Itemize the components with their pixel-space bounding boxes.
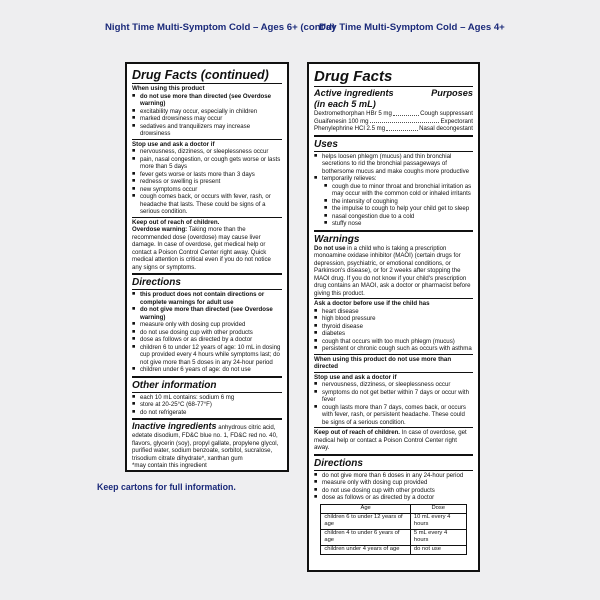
inactive-note: *may contain this ingredient (132, 462, 207, 470)
warnings-heading: Warnings (314, 233, 360, 245)
list-item: ■ children under 6 years of age: do not use (132, 366, 282, 374)
when-using-heading: When using this product (132, 85, 205, 92)
list-item: ■ pain, nasal congestion, or cough gets worse or lasts more than 5 days (132, 156, 282, 171)
list-item: ■ marked drowsiness may occur (132, 115, 282, 123)
stop-use-heading: Stop use and ask a doctor if (132, 140, 215, 148)
table-cell: do not use (410, 545, 466, 554)
table-cell: 10 mL every 4 hours (410, 513, 466, 529)
left-column-title: Night Time Multi-Symptom Cold – Ages 6+ (cont'd) (105, 22, 336, 33)
list-item: ■ dose as follows or as directed by a doctor (132, 336, 282, 344)
list-item: ■ the impulse to cough to help your child get to sleep (314, 205, 473, 213)
right-panel-heading: Drug Facts (314, 68, 393, 85)
do-not-use-warning: Do not use in a child who is taking a prescription monoamine oxidase inhibitor (MAOI) (certain drugs for depression, psychiatric, or emotional conditions, or Parkinson's disease), or for 2 weeks after stopping the MAOI drug. If you do not know if your child's prescription drug contains an MAOI, ask a doctor or pharmacist before giving this product. (314, 244, 471, 297)
ingredient-row: Guaifenesin 100 mg Expectorant (314, 117, 473, 125)
ingredient-row: Phenylephrine HCl 2.5 mg Nasal decongestant (314, 125, 473, 132)
list-item: ■ cough due to minor throat and bronchial irritation as may occur with the common cold or inhaled irritants (314, 183, 473, 198)
list-item: ■ helps loosen phlegm (mucus) and thin bronchial secretions to rid the bronchial passageways of bothersome mucus and make coughs more productive (314, 153, 473, 176)
list-item: ■ heart disease (314, 308, 473, 316)
overdose-warning: Overdose warning: Taking more than the recommended dose (overdose) may cause liver damage. In case of overdose, get medical help or contact a Poison Control Center right away. Quick medical attention is critical even if you do not notice any signs or symptoms. (132, 226, 271, 271)
table-cell: children under 4 years of age (321, 545, 411, 554)
list-item: ■ diabetes (314, 330, 473, 338)
right-column-title: Day Time Multi-Symptom Cold – Ages 4+ (319, 22, 505, 33)
table-cell: 5 mL every 4 hours (410, 529, 466, 545)
table-row (321, 513, 466, 529)
right-drug-facts-panel (307, 62, 480, 572)
list-item: ■ do not refrigerate (132, 409, 282, 417)
list-item: ■ nervousness, dizziness, or sleeplessness occur (314, 381, 473, 389)
other-info-heading: Other information (132, 379, 217, 391)
active-ingredients-heading: Active ingredients (314, 88, 394, 98)
list-item: ■ do not use more than directed (see Overdose warning) (132, 93, 282, 108)
list-item: ■ the intensity of coughing (314, 198, 473, 206)
purposes-heading: Purposes (431, 88, 473, 98)
list-item: ■ this product does not contain directions or complete warnings for adult use (132, 291, 282, 306)
list-item: ■ store at 20-25°C (68-77°F) (132, 401, 282, 409)
list-item: ■ each 10 mL contains: sodium 6 mg (132, 394, 282, 402)
list-item: ■ stuffy nose (314, 220, 473, 228)
list-item: ■ cough lasts more than 7 days, comes back, or occurs with fever, rash, or persistent headache. These could be signs of a serious condition. (314, 404, 473, 427)
list-item: ■ excitability may occur, especially in children (132, 108, 282, 116)
dosing-table (320, 504, 466, 555)
ask-doctor-heading: Ask a doctor before use if the child has (314, 300, 430, 307)
list-item: ■ persistent or chronic cough such as occurs with asthma (314, 345, 473, 353)
list-item: ■ cough that occurs with too much phlegm (mucus) (314, 338, 473, 346)
ingredient-row: Dextromethorphan HBr 5 mg Cough suppressant (314, 110, 473, 117)
table-header-row (321, 504, 466, 513)
list-item: ■ children 6 to under 12 years of age: 10 mL in dosing cup provided every 4 hours while symptoms last; do not give more than 5 doses in any 24-hour period (132, 344, 282, 367)
keep-cartons-note: Keep cartons for full information. (97, 482, 236, 492)
left-drug-facts-panel (125, 62, 289, 472)
uses-heading: Uses (314, 138, 338, 150)
list-item: ■ redness or swelling is present (132, 178, 282, 186)
inactive-ingredients: Inactive ingredients anhydrous citric acid, edetate disodium, FD&C blue no. 1, FD&C red no. 40, flavors, glycerin (soy), propyl gallate, propylene glycol, purified water, sodium benzoate, sorbitol, sucralose, trisodium citrate dihydrate*, xanthan gum (132, 421, 279, 462)
list-item: ■ do not use dosing cup with other products (132, 329, 282, 337)
left-panel-heading: Drug Facts (continued) (132, 68, 269, 82)
directions-heading: Directions (314, 457, 363, 469)
list-item: ■ measure only with dosing cup provided (314, 479, 473, 487)
list-item: ■ new symptoms occur (132, 186, 282, 194)
list-item: ■ nervousness, dizziness, or sleeplessness occur (132, 148, 282, 156)
directions-heading: Directions (132, 277, 181, 289)
active-ingredients-subheading: (in each 5 mL) (314, 99, 376, 109)
list-item: ■ temporarily relieves: (314, 175, 473, 183)
list-item: ■ dose as follows or as directed by a doctor (314, 494, 473, 502)
list-item: ■ thyroid disease (314, 323, 473, 331)
stop-use-heading: Stop use and ask a doctor if (314, 373, 397, 381)
table-header-cell: Age (321, 504, 411, 513)
list-item: ■ symptoms do not get better within 7 days or occur with fever (314, 389, 473, 404)
keep-out-heading: Keep out of reach of children. (132, 218, 220, 226)
table-row (321, 545, 466, 554)
list-item: ■ cough comes back, or occurs with fever, rash, or headache that lasts. These could be signs of a serious condition. (132, 193, 282, 216)
list-item: ■ do not give more than 6 doses in any 24-hour period (314, 472, 473, 480)
list-item: ■ nasal congestion due to a cold (314, 213, 473, 221)
when-using-note: When using this product do not use more than directed (314, 355, 452, 371)
table-row (321, 529, 466, 545)
list-item: ■ measure only with dosing cup provided (132, 321, 282, 329)
keep-out-warning: Keep out of reach of children. In case of overdose, get medical help or contact a Poison Control Center right away. (314, 429, 467, 452)
list-item: ■ high blood pressure (314, 315, 473, 323)
table-cell: children 6 to under 12 years of age (321, 513, 411, 529)
list-item: ■ do not use dosing cup with other products (314, 487, 473, 495)
list-item: ■ sedatives and tranquilizers may increase drowsiness (132, 123, 282, 138)
list-item: ■ do not give more than directed (see Overdose warning) (132, 306, 282, 321)
table-header-cell: Dose (410, 504, 466, 513)
list-item: ■ fever gets worse or lasts more than 3 days (132, 171, 282, 179)
table-cell: children 4 to under 6 years of age (321, 529, 411, 545)
